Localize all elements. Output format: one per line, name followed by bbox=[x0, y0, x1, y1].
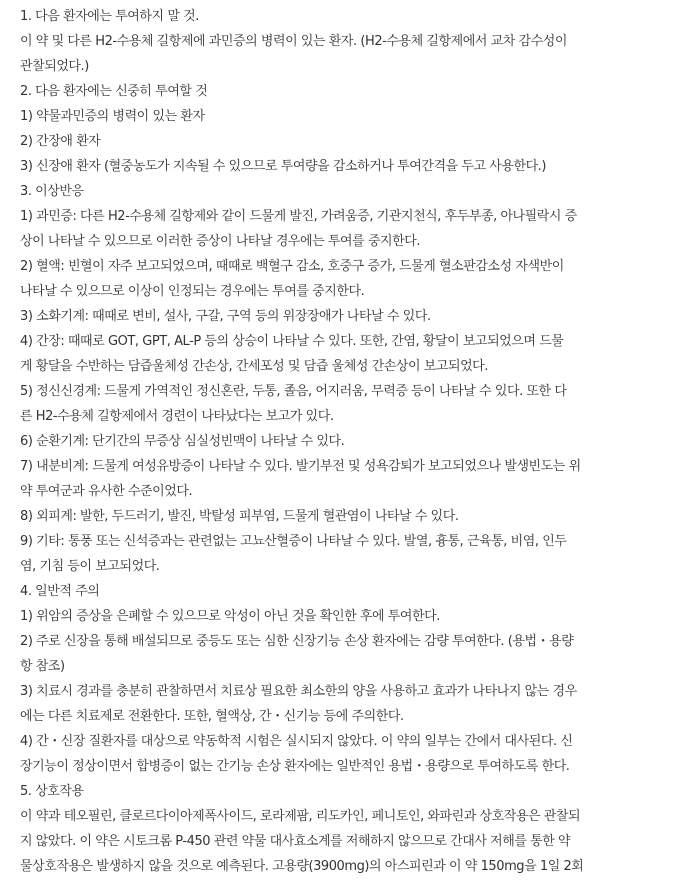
text-line: 1) 약물과민증의 병력이 있는 환자 bbox=[20, 109, 205, 124]
text-line: 7) 내분비계: 드물게 여성유방증이 나타날 수 있다. 발기부전 및 성욕감퇴가 보고되었으나 발생빈도는 위 bbox=[20, 459, 581, 474]
text-line: 8) 외피계: 발한, 두드러기, 발진, 박탈성 피부염, 드물게 혈관염이 나타날 수 있다. bbox=[20, 509, 459, 524]
text-line: 5. 상호작용 bbox=[20, 784, 84, 799]
text-line: 4) 간장: 때때로 GOT, GPT, AL-P 등의 상승이 나타날 수 있다. 또한, 간염, 황달이 보고되었으며 드물 bbox=[20, 334, 564, 349]
text-line: 2) 혈액: 빈혈이 자주 보고되었으며, 때때로 백혈구 감소, 호중구 증가, 드물게 혈소판감소성 자색반이 bbox=[20, 259, 564, 274]
text-line: 1. 다음 환자에는 투여하지 말 것. bbox=[20, 9, 199, 24]
text-line: 이 약과 테오필린, 클로르다이아제폭사이드, 로라제팜, 리도카인, 페니토인, 와파린과 상호작용은 관찰되 bbox=[20, 809, 581, 824]
text-line: 9) 기타: 통풍 또는 신석증과는 관련없는 고뇨산혈증이 나타날 수 있다. 발열, 흉통, 근육통, 비염, 인두 bbox=[20, 534, 567, 549]
text-line: 지 않았다. 이 약은 시토크롬 P-450 관련 약물 대사효소계를 저해하지 않으므로 간대사 저해를 통한 약 bbox=[20, 834, 571, 849]
text-line: 에는 다른 치료제로 전환한다. 또한, 혈액상, 간・신기능 등에 주의한다. bbox=[20, 709, 404, 724]
text-line: 장기능이 정상이면서 합병증이 없는 간기능 손상 환자에는 일반적인 용법・용량으로 투여하도록 한다. bbox=[20, 759, 570, 774]
text-line: 물상호작용은 발생하지 않을 것으로 예측된다. 고용량(3900mg)의 아스피린과 이 약 150mg을 1일 2회 bbox=[20, 859, 584, 874]
text-line: 관찰되었다.) bbox=[20, 59, 89, 74]
text-line: 3. 이상반응 bbox=[20, 184, 84, 199]
text-line: 4. 일반적 주의 bbox=[20, 584, 100, 599]
text-line: 3) 소화기계: 때때로 변비, 설사, 구갈, 구역 등의 위장장애가 나타날 수 있다. bbox=[20, 309, 431, 324]
text-line: 3) 치료시 경과를 충분히 관찰하면서 치료상 필요한 최소한의 양을 사용하고 효과가 나타나지 않는 경우 bbox=[20, 684, 577, 699]
text-line: 약 투여군과 유사한 수준이었다. bbox=[20, 484, 193, 499]
text-line: 게 황달을 수반하는 담즙울체성 간손상, 간세포성 및 담즙 울체성 간손상이 보고되었다. bbox=[20, 359, 488, 374]
text-line: 염, 기침 등이 보고되었다. bbox=[20, 559, 160, 574]
text-line: 나타날 수 있으므로 이상이 인정되는 경우에는 투여를 중지한다. bbox=[20, 284, 365, 299]
text-line: 이 약 및 다른 H2-수용체 길항제에 과민증의 병력이 있는 환자. (H2-수용체 길항제에서 교차 감수성이 bbox=[20, 34, 567, 49]
text-line: 른 H2-수용체 길항제에서 경련이 나타났다는 보고가 있다. bbox=[20, 409, 334, 424]
text-line: 6) 순환기계: 단기간의 무증상 심실성빈맥이 나타날 수 있다. bbox=[20, 434, 345, 449]
text-line: 1) 과민증: 다른 H2-수용체 길항제와 같이 드물게 발진, 가려움증, 기관지천식, 후두부종, 아나필락시 증 bbox=[20, 209, 577, 224]
text-line: 5) 정신신경계: 드물게 가역적인 정신혼란, 두통, 졸음, 어지러움, 무력증 등이 나타날 수 있다. 또한 다 bbox=[20, 384, 567, 399]
text-line: 2) 간장애 환자 bbox=[20, 134, 101, 149]
text-line: 1) 위암의 증상을 은폐할 수 있으므로 악성이 아닌 것을 확인한 후에 투여한다. bbox=[20, 609, 440, 624]
text-line: 4) 간・신장 질환자를 대상으로 약동학적 시험은 실시되지 않았다. 이 약의 일부는 간에서 대사된다. 신 bbox=[20, 734, 573, 749]
text-line: 2) 주로 신장을 통해 배설되므로 중등도 또는 심한 신장기능 손상 환자에는 감량 투여한다. (용법・용량 bbox=[20, 634, 574, 649]
text-line: 2. 다음 환자에는 신중히 투여할 것 bbox=[20, 84, 208, 99]
text-line: 항 참조) bbox=[20, 659, 65, 674]
text-line: 상이 나타날 수 있으므로 이러한 증상이 나타날 경우에는 투여를 중지한다. bbox=[20, 234, 421, 249]
text-line: 3) 신장애 환자 (혈중농도가 지속될 수 있으므로 투여량을 감소하거나 투여간격을 두고 사용한다.) bbox=[20, 159, 546, 174]
